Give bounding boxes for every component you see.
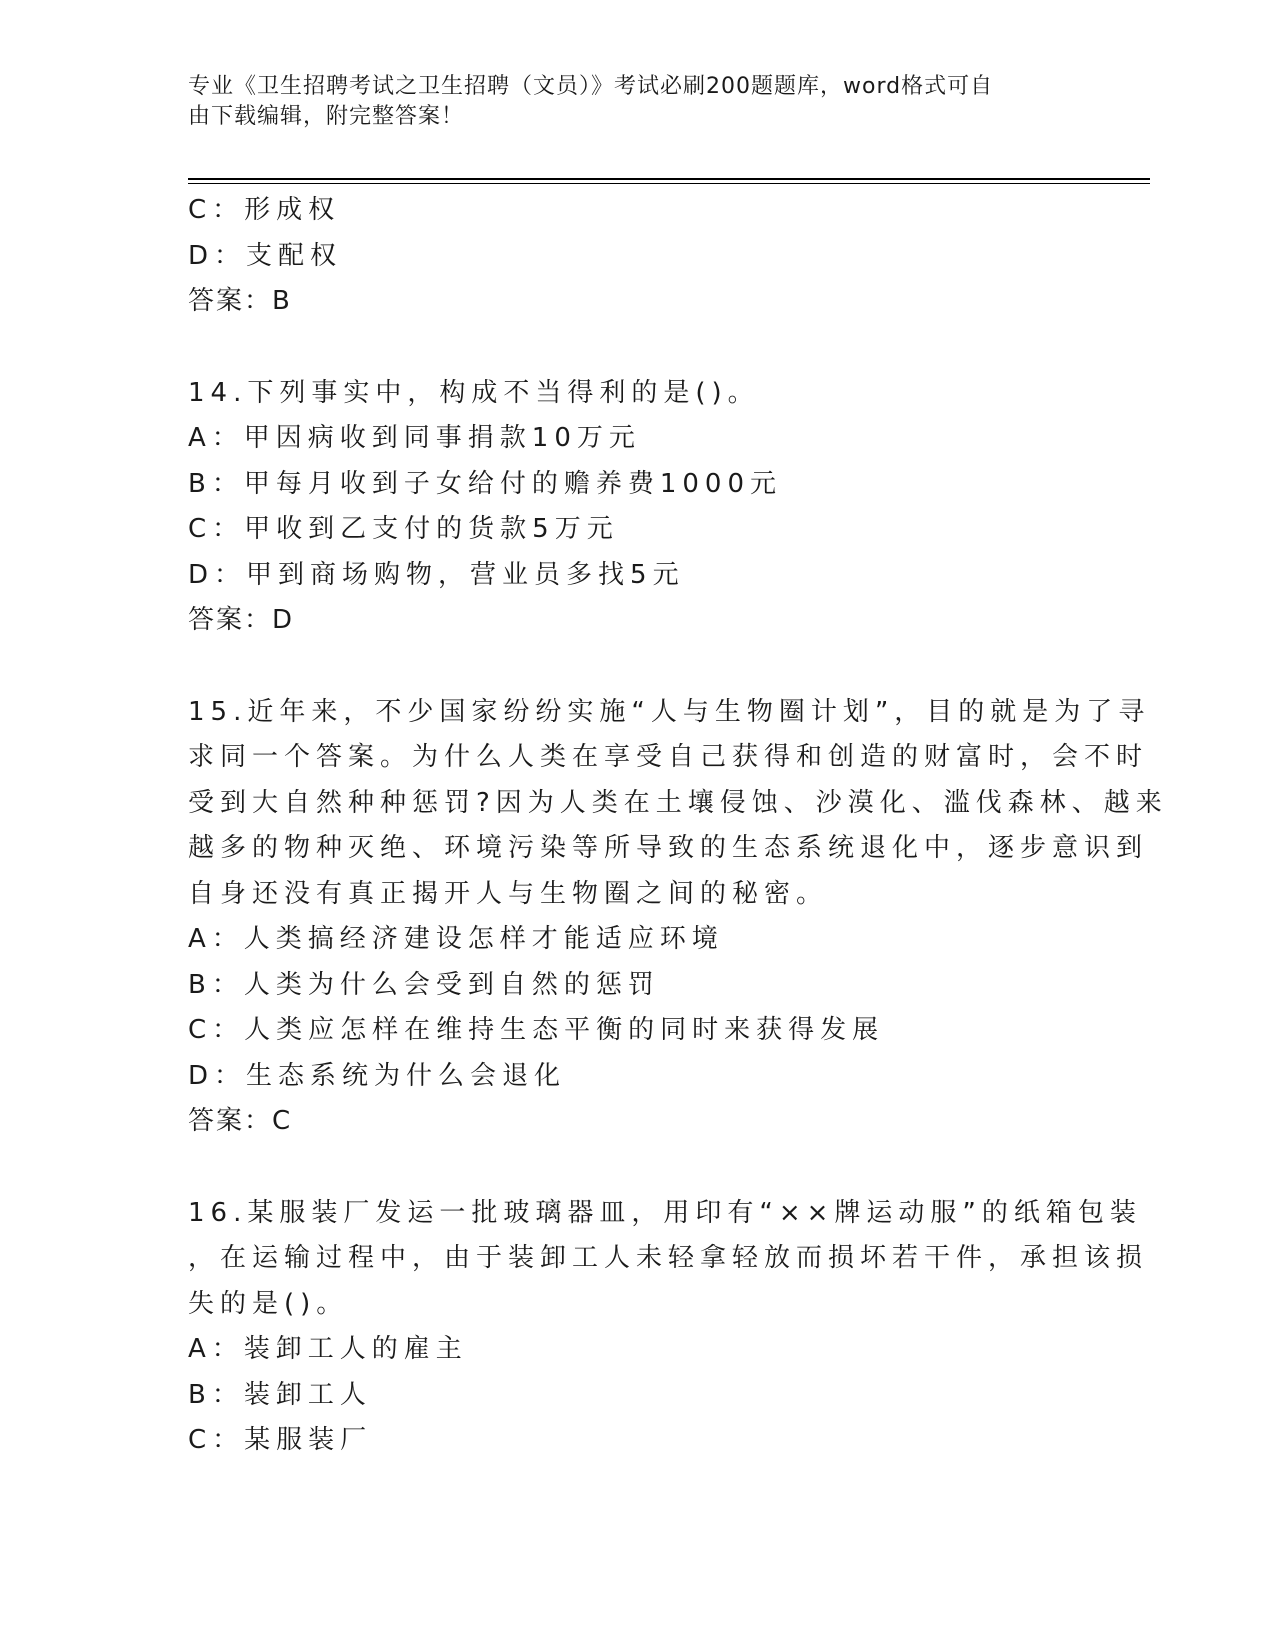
question-13-tail xyxy=(188,188,1088,325)
question-16 xyxy=(188,1191,1149,1464)
stem-line: 越多的物种灭绝、环境污染等所导致的生态系统退化中，逐步意识到 xyxy=(188,833,1149,863)
stem-line: 失的是()。 xyxy=(188,1288,349,1319)
question-stem xyxy=(188,1191,1149,1328)
option-a: A：甲因病收到同事捐款10万元 xyxy=(188,423,641,453)
option-d: D：生态系统为什么会退化 xyxy=(188,1060,567,1091)
header-line-1: 专业《卫生招聘考试之卫生招聘（文员）》考试必刷200题题库，word格式可自 xyxy=(188,74,994,99)
option-b: B：甲每月收到子女给付的赡养费1000元 xyxy=(188,468,783,499)
question-stem: 14.下列事实中，构成不当得利的是()。 xyxy=(188,377,760,408)
stem-line: 16.某服装厂发运一批玻璃器皿，用印有“××牌运动服”的纸箱包装 xyxy=(188,1197,1142,1228)
option-a: A：装卸工人的雇主 xyxy=(188,1334,468,1364)
option-c: C：人类应怎样在维持生态平衡的同时来获得发展 xyxy=(188,1015,885,1045)
option-d: D：甲到商场购物，营业员多找5元 xyxy=(188,559,685,590)
question-15 xyxy=(188,690,1168,1145)
stem-line: 求同一个答案。为什么人类在享受自己获得和创造的财富时，会不时 xyxy=(188,742,1149,772)
option-c: C：某服装厂 xyxy=(188,1425,373,1455)
header-line-2: 由下载编辑，附完整答案！ xyxy=(188,104,465,129)
question-stem xyxy=(188,690,1168,918)
option-c: C：甲收到乙支付的货款5万元 xyxy=(188,514,619,544)
page-header xyxy=(188,72,1068,132)
spacer xyxy=(188,644,1088,690)
answer: 答案：B xyxy=(188,286,292,316)
option-d: D：支配权 xyxy=(188,240,343,271)
option-b: B：装卸工人 xyxy=(188,1379,372,1410)
question-14 xyxy=(188,371,1088,644)
option-a: A：人类搞经济建设怎样才能适应环境 xyxy=(188,924,724,954)
option-b: B：人类为什么会受到自然的惩罚 xyxy=(188,969,660,1000)
stem-line: ，在运输过程中，由于装卸工人未轻拿轻放而损坏若干件，承担该损 xyxy=(188,1243,1149,1273)
stem-line: 15.近年来，不少国家纷纷实施“人与生物圈计划”，目的就是为了寻 xyxy=(188,696,1151,727)
answer: 答案：C xyxy=(188,1106,293,1136)
stem-line: 受到大自然种种惩罚?因为人类在土壤侵蚀、沙漠化、滥伐森林、越来 xyxy=(188,787,1168,818)
option-c: C：形成权 xyxy=(188,195,341,225)
answer: 答案：D xyxy=(188,605,295,635)
header-rule-top xyxy=(188,178,1150,180)
header-rule-bottom xyxy=(188,183,1150,184)
stem-line: 自身还没有真正揭开人与生物圈之间的秘密。 xyxy=(188,878,829,909)
spacer xyxy=(188,1145,1088,1191)
spacer xyxy=(188,325,1088,371)
document-body xyxy=(188,188,1168,1464)
